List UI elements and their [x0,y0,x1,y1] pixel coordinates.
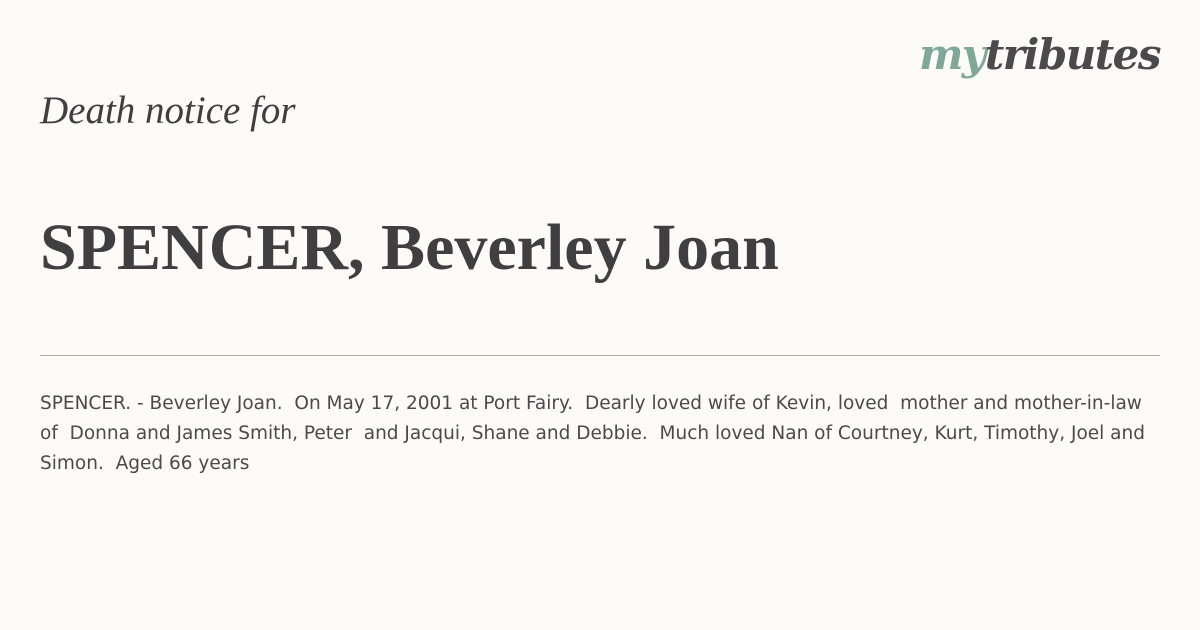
divider [40,355,1160,356]
logo-text-tributes: tributes [984,30,1160,79]
notice-text: SPENCER. - Beverley Joan. On May 17, 2001 at Port Fairy. Dearly loved wife of Kevin, loved mother and mother-in-law of Donna and James Smith, Peter and Jacqui, Shane and Debbie. Much loved Nan of Courtney, Kurt, Timothy, Joel and Simon. Aged 66 years [40,393,1151,474]
death-notice-heading: Death notice for [40,89,296,132]
mytributes-logo[interactable] [918,30,1160,79]
deceased-name: SPENCER, Beverley Joan [40,211,779,284]
logo-text-my: my [918,30,985,79]
